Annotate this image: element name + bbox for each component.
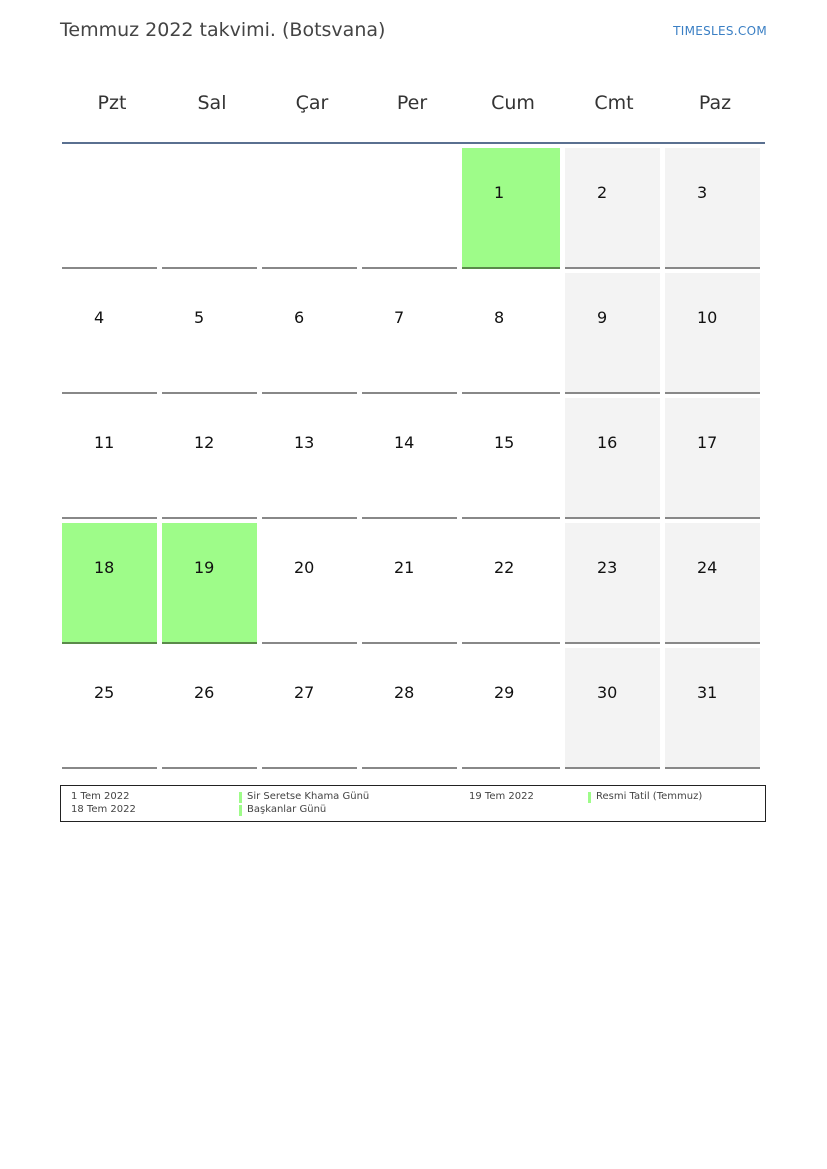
calendar-day-cell — [162, 273, 257, 394]
day-number: 17 — [697, 433, 718, 452]
weekday-sun: Paz — [698, 92, 732, 114]
day-number: 15 — [494, 433, 515, 452]
calendar-day-cell — [665, 148, 760, 269]
weekday-wed: Çar — [295, 92, 329, 114]
legend-holiday-name: Sir Seretse Khama Günü — [247, 791, 370, 802]
legend-holiday-name: Resmi Tatil (Temmuz) — [596, 791, 703, 802]
day-number: 26 — [194, 683, 215, 702]
calendar-day-cell — [62, 398, 157, 519]
day-number: 23 — [597, 558, 618, 577]
calendar-day-cell — [565, 148, 660, 269]
calendar-day-cell — [262, 648, 357, 769]
weekday-mon: Pzt — [97, 92, 127, 114]
day-number: 2 — [597, 183, 608, 202]
calendar-cell-empty — [162, 148, 257, 269]
day-number: 22 — [494, 558, 515, 577]
day-number: 9 — [597, 308, 608, 327]
day-number: 4 — [94, 308, 105, 327]
day-number: 28 — [394, 683, 415, 702]
calendar-day-cell — [665, 273, 760, 394]
day-number: 5 — [194, 308, 205, 327]
calendar-day-cell — [62, 648, 157, 769]
day-number: 29 — [494, 683, 515, 702]
day-number: 31 — [697, 683, 718, 702]
legend-date: 1 Tem 2022 — [71, 791, 130, 802]
brand-link[interactable]: TIMESLES.COM — [673, 24, 767, 38]
calendar-day-cell — [162, 523, 257, 644]
calendar-day-cell — [462, 148, 560, 269]
weekday-sat: Cmt — [594, 92, 634, 114]
day-number: 16 — [597, 433, 618, 452]
calendar-grid — [62, 148, 765, 773]
day-number: 12 — [194, 433, 215, 452]
day-number: 13 — [294, 433, 315, 452]
day-number: 7 — [394, 308, 405, 327]
calendar-day-cell — [262, 273, 357, 394]
calendar-day-cell — [462, 523, 560, 644]
calendar-day-cell — [162, 648, 257, 769]
calendar-day-cell — [362, 648, 457, 769]
legend-date: 18 Tem 2022 — [71, 804, 136, 815]
calendar-cell-empty — [262, 148, 357, 269]
legend-color-swatch — [588, 792, 591, 803]
calendar-day-cell — [362, 273, 457, 394]
calendar-day-cell — [262, 398, 357, 519]
calendar-day-cell — [462, 398, 560, 519]
calendar-day-cell — [565, 648, 660, 769]
page-title: Temmuz 2022 takvimi. (Botsvana) — [60, 19, 386, 41]
day-number: 19 — [194, 558, 215, 577]
day-number: 25 — [94, 683, 115, 702]
calendar-day-cell — [62, 273, 157, 394]
day-number: 11 — [94, 433, 115, 452]
weekday-fri: Cum — [491, 92, 535, 114]
weekday-tue: Sal — [197, 92, 227, 114]
day-number: 20 — [294, 558, 315, 577]
day-number: 21 — [394, 558, 415, 577]
day-number: 27 — [294, 683, 315, 702]
weekday-header-row — [62, 82, 765, 144]
day-number: 30 — [597, 683, 618, 702]
calendar-day-cell — [462, 273, 560, 394]
legend-date: 19 Tem 2022 — [469, 791, 534, 802]
calendar-day-cell — [665, 523, 760, 644]
calendar-day-cell — [462, 648, 560, 769]
calendar-day-cell — [665, 648, 760, 769]
calendar-day-cell — [362, 523, 457, 644]
legend-color-swatch — [239, 805, 242, 816]
calendar-day-cell — [665, 398, 760, 519]
day-number: 8 — [494, 308, 505, 327]
day-number: 1 — [494, 183, 505, 202]
weekday-thu: Per — [396, 92, 428, 114]
holiday-legend — [60, 785, 766, 822]
calendar-day-cell — [565, 398, 660, 519]
day-number: 6 — [294, 308, 305, 327]
day-number: 3 — [697, 183, 708, 202]
day-number: 10 — [697, 308, 718, 327]
legend-color-swatch — [239, 792, 242, 803]
calendar-cell-empty — [62, 148, 157, 269]
calendar-day-cell — [565, 273, 660, 394]
day-number: 14 — [394, 433, 415, 452]
calendar-day-cell — [362, 398, 457, 519]
calendar-day-cell — [62, 523, 157, 644]
calendar-day-cell — [262, 523, 357, 644]
calendar-day-cell — [162, 398, 257, 519]
day-number: 18 — [94, 558, 115, 577]
legend-holiday-name: Başkanlar Günü — [247, 804, 327, 815]
day-number: 24 — [697, 558, 718, 577]
calendar-day-cell — [565, 523, 660, 644]
calendar-cell-empty — [362, 148, 457, 269]
